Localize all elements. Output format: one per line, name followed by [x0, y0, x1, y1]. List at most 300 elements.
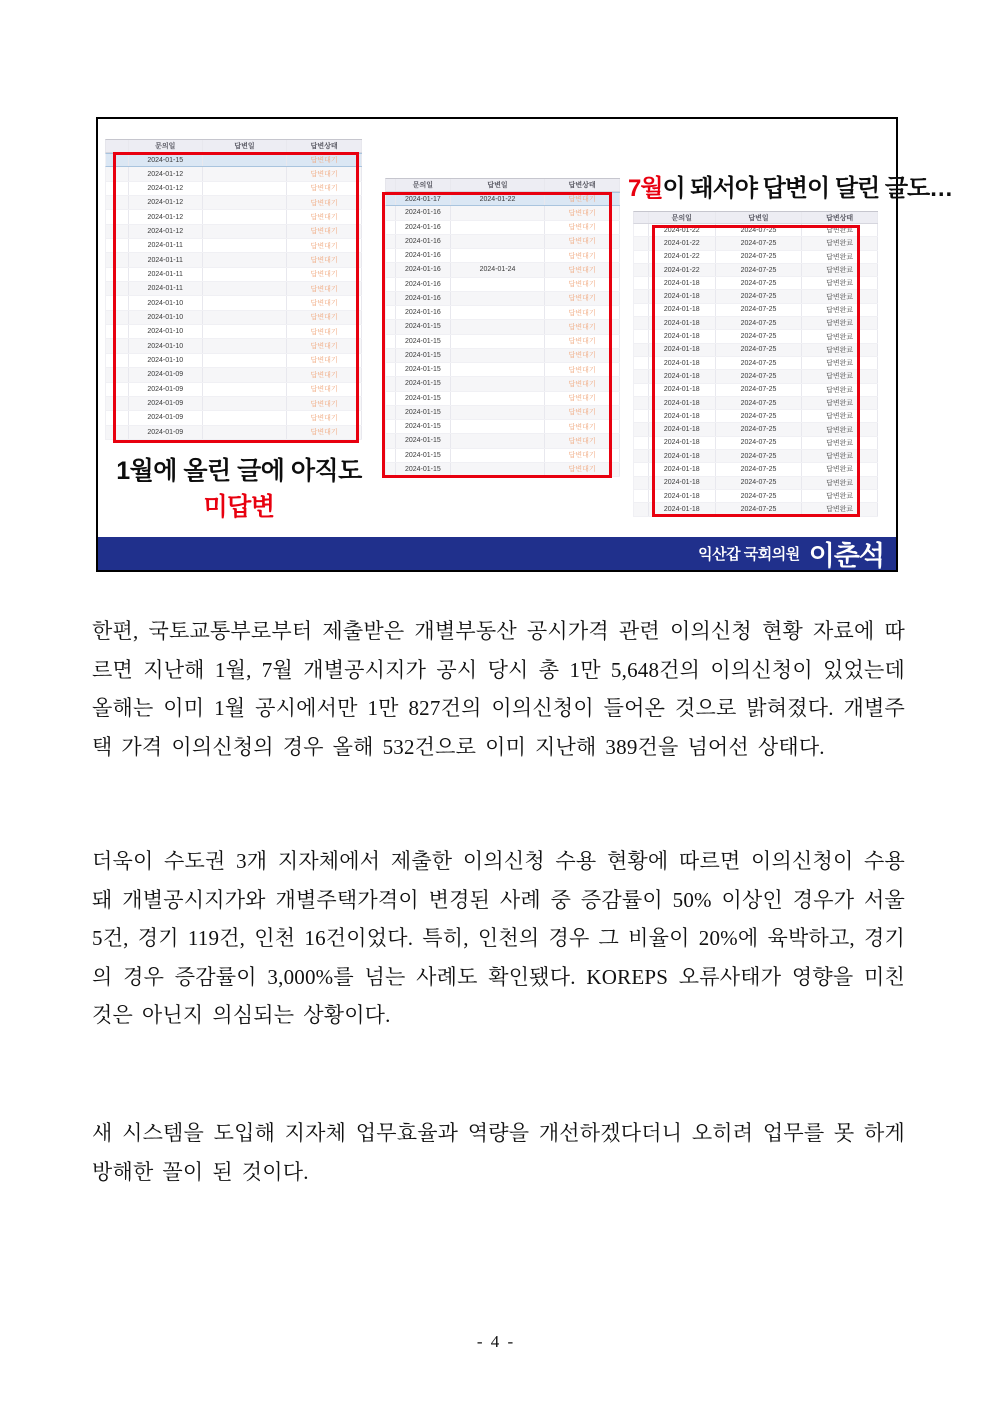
- inquiry-table-january-unanswered: [105, 139, 362, 440]
- inquiry-date-cell: 2024-01-18: [649, 330, 716, 342]
- inquiry-date-cell: 2024-01-18: [649, 317, 716, 329]
- inquiry-date-cell: 2024-01-16: [396, 306, 451, 319]
- answer-date-cell: [203, 225, 288, 238]
- banner-member-name: 이춘석: [808, 541, 884, 571]
- inquiry-date-cell: 2024-01-18: [649, 410, 716, 422]
- inquiry-date-cell: 2024-01-15: [396, 320, 451, 333]
- answer-date-cell: 2024-07-25: [716, 344, 803, 356]
- answer-date-cell: 2024-07-25: [716, 317, 803, 329]
- answer-date-cell: [203, 182, 288, 195]
- row-leading-cell: [106, 325, 129, 338]
- table-row: [633, 330, 878, 343]
- answer-date-cell: 2024-07-25: [716, 437, 803, 449]
- row-leading-header-cell: [106, 140, 129, 152]
- inquiry-date-header: 문의일: [396, 179, 451, 191]
- inquiry-date-cell: 2024-01-15: [396, 463, 451, 476]
- table-row: [633, 357, 878, 370]
- table-row: [385, 449, 620, 463]
- body-paragraph-1: 한편, 국토교통부로부터 제출받은 개별부동산 공시가격 관련 이의신청 현황 자료에 따르면 지난해 1월, 7월 개별공시지가 공시 당시 총 1만 5,648건의 이의신청이 있었는데 올해는 이미 1월 공시에서만 1만 827건의 이의신청이 들어온 것으로 밝혀졌다. 개별주택 가격 이의신청의 경우 올해 532건으로 이미 지난해 389건을 넘어선 상태다.: [92, 619, 905, 759]
- status-cell: 답변대기: [545, 206, 620, 219]
- row-leading-cell: [386, 249, 396, 262]
- inquiry-date-cell: 2024-01-15: [396, 434, 451, 447]
- table-header-row: [385, 178, 620, 192]
- inquiry-date-cell: 2024-01-18: [649, 304, 716, 316]
- inquiry-date-cell: 2024-01-10: [129, 325, 203, 338]
- status-cell: 답변완료: [802, 490, 878, 502]
- status-cell: 답변완료: [802, 423, 878, 435]
- answer-date-cell: 2024-07-25: [716, 384, 803, 396]
- table-row: [105, 368, 362, 382]
- inquiry-date-cell: 2024-01-16: [396, 206, 451, 219]
- status-cell: 답변완료: [802, 450, 878, 462]
- inquiry-date-cell: 2024-01-11: [129, 239, 203, 252]
- inquiry-date-cell: 2024-01-16: [396, 292, 451, 305]
- answer-date-cell: [203, 296, 288, 309]
- answer-date-cell: [203, 154, 288, 166]
- answer-date-cell: 2024-07-25: [716, 397, 803, 409]
- table-row: [105, 354, 362, 368]
- answer-date-cell: [451, 406, 546, 419]
- answer-date-cell: [203, 325, 288, 338]
- row-leading-cell: [106, 282, 129, 295]
- status-cell: 답변대기: [287, 253, 362, 266]
- row-leading-cell: [634, 330, 649, 342]
- table-row: [633, 437, 878, 450]
- status-cell: 답변대기: [287, 426, 362, 439]
- table-row: [633, 384, 878, 397]
- table-row: [385, 235, 620, 249]
- table-row: [385, 363, 620, 377]
- inquiry-date-cell: 2024-01-09: [129, 383, 203, 396]
- embedded-screenshot-figure: [96, 117, 953, 572]
- table-body: [385, 192, 620, 477]
- table-row: [633, 463, 878, 476]
- row-leading-cell: [106, 268, 129, 281]
- table-row: [385, 335, 620, 349]
- status-cell: 답변대기: [287, 268, 362, 281]
- row-leading-cell: [634, 477, 649, 489]
- row-leading-cell: [634, 410, 649, 422]
- answer-date-cell: 2024-01-24: [451, 263, 546, 276]
- table-row: [633, 264, 878, 277]
- inquiry-date-cell: 2024-01-12: [129, 167, 203, 180]
- inquiry-date-cell: 2024-01-09: [129, 397, 203, 410]
- table-row: [105, 311, 362, 325]
- table-row: [633, 277, 878, 290]
- table-body: [633, 224, 878, 517]
- row-leading-cell: [386, 463, 396, 476]
- inquiry-date-cell: 2024-01-18: [649, 450, 716, 462]
- status-cell: 답변대기: [545, 221, 620, 234]
- answer-date-cell: 2024-07-25: [716, 330, 803, 342]
- status-cell: 답변완료: [802, 437, 878, 449]
- answer-date-cell: 2024-07-25: [716, 277, 803, 289]
- answer-date-cell: [203, 354, 288, 367]
- inquiry-date-header: 문의일: [129, 140, 203, 152]
- status-cell: 답변완료: [802, 344, 878, 356]
- inquiry-date-cell: 2024-01-15: [396, 406, 451, 419]
- table-row: [105, 397, 362, 411]
- inquiry-date-cell: 2024-01-18: [649, 397, 716, 409]
- status-cell: 답변대기: [287, 397, 362, 410]
- answer-date-cell: [203, 426, 288, 439]
- inquiry-date-cell: 2024-01-12: [129, 210, 203, 223]
- answer-date-cell: [203, 210, 288, 223]
- answer-date-cell: [203, 268, 288, 281]
- inquiry-date-cell: 2024-01-15: [396, 363, 451, 376]
- answer-date-cell: 2024-07-25: [716, 463, 803, 475]
- table-row: [105, 239, 362, 253]
- answer-date-cell: 2024-07-25: [716, 304, 803, 316]
- table-row: [385, 392, 620, 406]
- inquiry-date-cell: 2024-01-17: [396, 193, 451, 205]
- row-leading-cell: [106, 296, 129, 309]
- table-row: [105, 268, 362, 282]
- row-leading-cell: [106, 368, 129, 381]
- row-leading-cell: [634, 344, 649, 356]
- status-cell: 답변대기: [545, 249, 620, 262]
- answer-date-cell: [451, 392, 546, 405]
- inquiry-date-cell: 2024-01-18: [649, 344, 716, 356]
- row-leading-cell: [386, 363, 396, 376]
- status-cell: 답변대기: [545, 420, 620, 433]
- status-cell: 답변완료: [802, 397, 878, 409]
- inquiry-date-cell: 2024-01-16: [396, 235, 451, 248]
- inquiry-date-cell: 2024-01-12: [129, 182, 203, 195]
- table-row: [105, 426, 362, 440]
- inquiry-date-cell: 2024-01-18: [649, 277, 716, 289]
- table-row: [385, 349, 620, 363]
- table-row: [633, 410, 878, 423]
- row-leading-cell: [634, 357, 649, 369]
- answer-date-cell: 2024-07-25: [716, 410, 803, 422]
- answer-date-cell: [203, 383, 288, 396]
- table-header-row: [633, 211, 878, 224]
- answer-date-cell: [203, 282, 288, 295]
- row-leading-cell: [386, 349, 396, 362]
- answer-date-cell: [451, 278, 546, 291]
- table-row: [385, 206, 620, 220]
- row-leading-cell: [386, 392, 396, 405]
- table-row: [385, 420, 620, 434]
- inquiry-date-cell: 2024-01-18: [649, 503, 716, 515]
- banner-district-label: 익산갑 국회의원: [698, 546, 800, 563]
- inquiry-date-cell: 2024-01-11: [129, 268, 203, 281]
- inquiry-date-cell: 2024-01-18: [649, 437, 716, 449]
- answer-date-cell: [451, 449, 546, 462]
- table-row: [633, 251, 878, 264]
- answer-date-cell: [203, 368, 288, 381]
- answer-date-cell: [451, 420, 546, 433]
- row-leading-cell: [634, 370, 649, 382]
- table-row: [633, 344, 878, 357]
- status-cell: 답변대기: [287, 368, 362, 381]
- row-leading-cell: [106, 397, 129, 410]
- status-cell: 답변완료: [802, 410, 878, 422]
- inquiry-date-cell: 2024-01-10: [129, 339, 203, 352]
- row-leading-cell: [106, 154, 129, 166]
- status-cell: 답변완료: [802, 330, 878, 342]
- inquiry-date-cell: 2024-01-22: [649, 224, 716, 236]
- inquiry-date-cell: 2024-01-22: [649, 264, 716, 276]
- table-row: [105, 225, 362, 239]
- row-leading-cell: [106, 182, 129, 195]
- inquiry-date-cell: 2024-01-15: [396, 392, 451, 405]
- row-leading-cell: [386, 306, 396, 319]
- inquiry-date-cell: 2024-01-22: [649, 251, 716, 263]
- table-row: [633, 397, 878, 410]
- row-leading-cell: [634, 450, 649, 462]
- status-cell: 답변대기: [545, 193, 620, 205]
- row-leading-cell: [386, 420, 396, 433]
- answer-date-cell: [451, 335, 546, 348]
- row-leading-cell: [106, 239, 129, 252]
- status-cell: 답변완료: [802, 304, 878, 316]
- answer-date-cell: 2024-07-25: [716, 290, 803, 302]
- body-paragraph-2: 더욱이 수도권 3개 지자체에서 제출한 이의신청 수용 현황에 따르면 이의신청이 수용돼 개별공시지가와 개별주택가격이 변경된 사례 중 증감률이 50% 이상인 경우가 서울 5건, 경기 119건, 인천 16건이었다. 특히, 인천의 경우 그 비율이 20%에 육박하고, 경기의 경우 증감률이 3,000%를 넘는 사례도 확인됐다. KOREPS 오류사태가 영향을 미친 것은 아닌지 의심되는 상황이다.: [92, 849, 905, 1027]
- table-header-row: [105, 139, 362, 153]
- row-leading-cell: [634, 304, 649, 316]
- caption-answered-in-july: [628, 168, 953, 203]
- answer-date-cell: [451, 434, 546, 447]
- row-leading-cell: [634, 490, 649, 502]
- table-row: [633, 237, 878, 250]
- row-leading-cell: [634, 224, 649, 236]
- status-cell: 답변대기: [287, 411, 362, 424]
- status-cell: 답변대기: [545, 278, 620, 291]
- table-row: [105, 339, 362, 353]
- row-leading-cell: [386, 434, 396, 447]
- table-row: [633, 317, 878, 330]
- body-paragraph-3: 새 시스템을 도입해 지자체 업무효율과 역량을 개선하겠다더니 오히려 업무를 못 하게 방해한 꼴이 된 것이다.: [92, 1121, 905, 1184]
- inquiry-date-cell: 2024-01-16: [396, 221, 451, 234]
- inquiry-date-cell: 2024-01-18: [649, 384, 716, 396]
- status-cell: 답변대기: [545, 335, 620, 348]
- status-cell: 답변대기: [287, 154, 362, 166]
- row-leading-cell: [386, 278, 396, 291]
- status-cell: 답변대기: [545, 235, 620, 248]
- answer-date-cell: 2024-07-25: [716, 490, 803, 502]
- table-row: [633, 477, 878, 490]
- table-row: [105, 167, 362, 181]
- caption-text: 이 돼서야 답변이 달린 글도…: [662, 175, 953, 202]
- caption-highlight-text: 7월: [628, 175, 663, 202]
- status-cell: 답변대기: [545, 434, 620, 447]
- inquiry-date-cell: 2024-01-15: [396, 449, 451, 462]
- table-row: [385, 192, 620, 206]
- inquiry-date-cell: 2024-01-15: [396, 377, 451, 390]
- table-row: [385, 320, 620, 334]
- answer-date-cell: [451, 377, 546, 390]
- table-row: [633, 450, 878, 463]
- answer-date-header: 답변일: [451, 179, 546, 191]
- caption-january-unanswered: [106, 451, 372, 523]
- answer-date-header: 답변일: [716, 212, 803, 223]
- answer-date-cell: [451, 463, 546, 476]
- inquiry-date-cell: 2024-01-18: [649, 490, 716, 502]
- answer-date-cell: [203, 239, 288, 252]
- row-leading-cell: [386, 235, 396, 248]
- table-row: [105, 325, 362, 339]
- inquiry-date-cell: 2024-01-11: [129, 282, 203, 295]
- row-leading-cell: [386, 221, 396, 234]
- table-row: [105, 153, 362, 167]
- row-leading-cell: [106, 253, 129, 266]
- page-number: - 4 -: [476, 1332, 516, 1351]
- answer-date-cell: [203, 167, 288, 180]
- row-leading-cell: [386, 377, 396, 390]
- answer-date-cell: 2024-07-25: [716, 237, 803, 249]
- answer-date-cell: [203, 253, 288, 266]
- table-row: [633, 423, 878, 436]
- inquiry-date-cell: 2024-01-09: [129, 411, 203, 424]
- status-cell: 답변대기: [287, 339, 362, 352]
- status-cell: 답변대기: [545, 449, 620, 462]
- answer-date-cell: 2024-07-25: [716, 450, 803, 462]
- inquiry-date-cell: 2024-01-15: [396, 349, 451, 362]
- status-cell: 답변완료: [802, 224, 878, 236]
- answer-date-cell: 2024-07-25: [716, 477, 803, 489]
- inquiry-date-cell: 2024-01-18: [649, 463, 716, 475]
- answer-date-cell: 2024-07-25: [716, 357, 803, 369]
- answer-date-cell: [451, 235, 546, 248]
- table-row: [633, 503, 878, 516]
- row-leading-cell: [386, 320, 396, 333]
- status-cell: 답변대기: [545, 363, 620, 376]
- table-row: [633, 224, 878, 237]
- table-row: [633, 490, 878, 503]
- answer-date-cell: [451, 292, 546, 305]
- status-cell: 답변완료: [802, 290, 878, 302]
- row-leading-cell: [634, 251, 649, 263]
- row-leading-cell: [386, 193, 396, 205]
- inquiry-date-header: 문의일: [649, 212, 716, 223]
- answer-date-cell: [451, 363, 546, 376]
- table-row: [105, 411, 362, 425]
- status-cell: 답변완료: [802, 384, 878, 396]
- row-leading-header-cell: [634, 212, 649, 223]
- table-row: [105, 253, 362, 267]
- answer-date-cell: [451, 349, 546, 362]
- status-cell: 답변대기: [545, 292, 620, 305]
- table-row: [385, 221, 620, 235]
- status-cell: 답변완료: [802, 503, 878, 515]
- inquiry-date-cell: 2024-01-18: [649, 357, 716, 369]
- row-leading-cell: [106, 311, 129, 324]
- status-cell: 답변대기: [545, 377, 620, 390]
- answer-date-cell: [203, 411, 288, 424]
- row-leading-cell: [634, 237, 649, 249]
- status-cell: 답변대기: [545, 392, 620, 405]
- table-row: [385, 249, 620, 263]
- table-body: [105, 153, 362, 440]
- inquiry-table-mid-waiting: [385, 178, 620, 477]
- status-cell: 답변대기: [545, 263, 620, 276]
- answer-date-cell: [451, 249, 546, 262]
- inquiry-date-cell: 2024-01-18: [649, 370, 716, 382]
- row-leading-cell: [106, 383, 129, 396]
- answer-date-cell: [203, 339, 288, 352]
- status-cell: 답변대기: [287, 210, 362, 223]
- answer-date-cell: [451, 221, 546, 234]
- answer-date-cell: 2024-07-25: [716, 370, 803, 382]
- status-cell: 답변완료: [802, 277, 878, 289]
- status-cell: 답변완료: [802, 317, 878, 329]
- caption-text: 1월에 올린 글에 아직도: [116, 457, 362, 485]
- row-leading-cell: [634, 423, 649, 435]
- row-leading-cell: [106, 426, 129, 439]
- table-row: [105, 296, 362, 310]
- table-row: [385, 434, 620, 448]
- table-row: [105, 210, 362, 224]
- row-leading-cell: [634, 277, 649, 289]
- status-cell: 답변대기: [287, 182, 362, 195]
- table-row: [105, 182, 362, 196]
- table-row: [385, 377, 620, 391]
- inquiry-date-cell: 2024-01-15: [396, 420, 451, 433]
- status-cell: 답변대기: [287, 383, 362, 396]
- status-cell: 답변대기: [287, 282, 362, 295]
- table-row: [633, 304, 878, 317]
- row-leading-cell: [386, 335, 396, 348]
- inquiry-date-cell: 2024-01-16: [396, 278, 451, 291]
- status-cell: 답변완료: [802, 264, 878, 276]
- status-cell: 답변완료: [802, 251, 878, 263]
- inquiry-date-cell: 2024-01-12: [129, 225, 203, 238]
- status-cell: 답변대기: [287, 239, 362, 252]
- answer-date-cell: [451, 306, 546, 319]
- table-row: [105, 282, 362, 296]
- row-leading-cell: [106, 411, 129, 424]
- inquiry-date-cell: 2024-01-16: [396, 249, 451, 262]
- answer-date-cell: 2024-01-22: [451, 193, 546, 205]
- inquiry-date-cell: 2024-01-18: [649, 423, 716, 435]
- status-cell: 답변대기: [287, 196, 362, 209]
- row-leading-cell: [634, 384, 649, 396]
- inquiry-date-cell: 2024-01-16: [396, 263, 451, 276]
- row-leading-cell: [634, 397, 649, 409]
- status-cell: 답변대기: [287, 311, 362, 324]
- row-leading-cell: [106, 339, 129, 352]
- inquiry-date-cell: 2024-01-10: [129, 296, 203, 309]
- inquiry-date-cell: 2024-01-12: [129, 196, 203, 209]
- row-leading-cell: [634, 264, 649, 276]
- answer-status-header: 답변상태: [545, 179, 620, 191]
- status-cell: 답변대기: [545, 320, 620, 333]
- inquiry-table-july-answered: [633, 211, 878, 517]
- row-leading-cell: [106, 167, 129, 180]
- answer-date-cell: [203, 311, 288, 324]
- inquiry-date-cell: 2024-01-09: [129, 368, 203, 381]
- status-cell: 답변완료: [802, 477, 878, 489]
- status-cell: 답변대기: [287, 325, 362, 338]
- table-row: [105, 196, 362, 210]
- row-leading-cell: [386, 449, 396, 462]
- inquiry-date-cell: 2024-01-09: [129, 426, 203, 439]
- inquiry-date-cell: 2024-01-15: [129, 154, 203, 166]
- answer-date-cell: 2024-07-25: [716, 503, 803, 515]
- status-cell: 답변대기: [545, 349, 620, 362]
- inquiry-date-cell: 2024-01-11: [129, 253, 203, 266]
- status-cell: 답변대기: [545, 306, 620, 319]
- row-leading-cell: [634, 317, 649, 329]
- row-leading-cell: [386, 406, 396, 419]
- row-leading-cell: [106, 196, 129, 209]
- inquiry-date-cell: 2024-01-18: [649, 477, 716, 489]
- row-leading-cell: [634, 290, 649, 302]
- inquiry-date-cell: 2024-01-10: [129, 354, 203, 367]
- row-leading-cell: [386, 206, 396, 219]
